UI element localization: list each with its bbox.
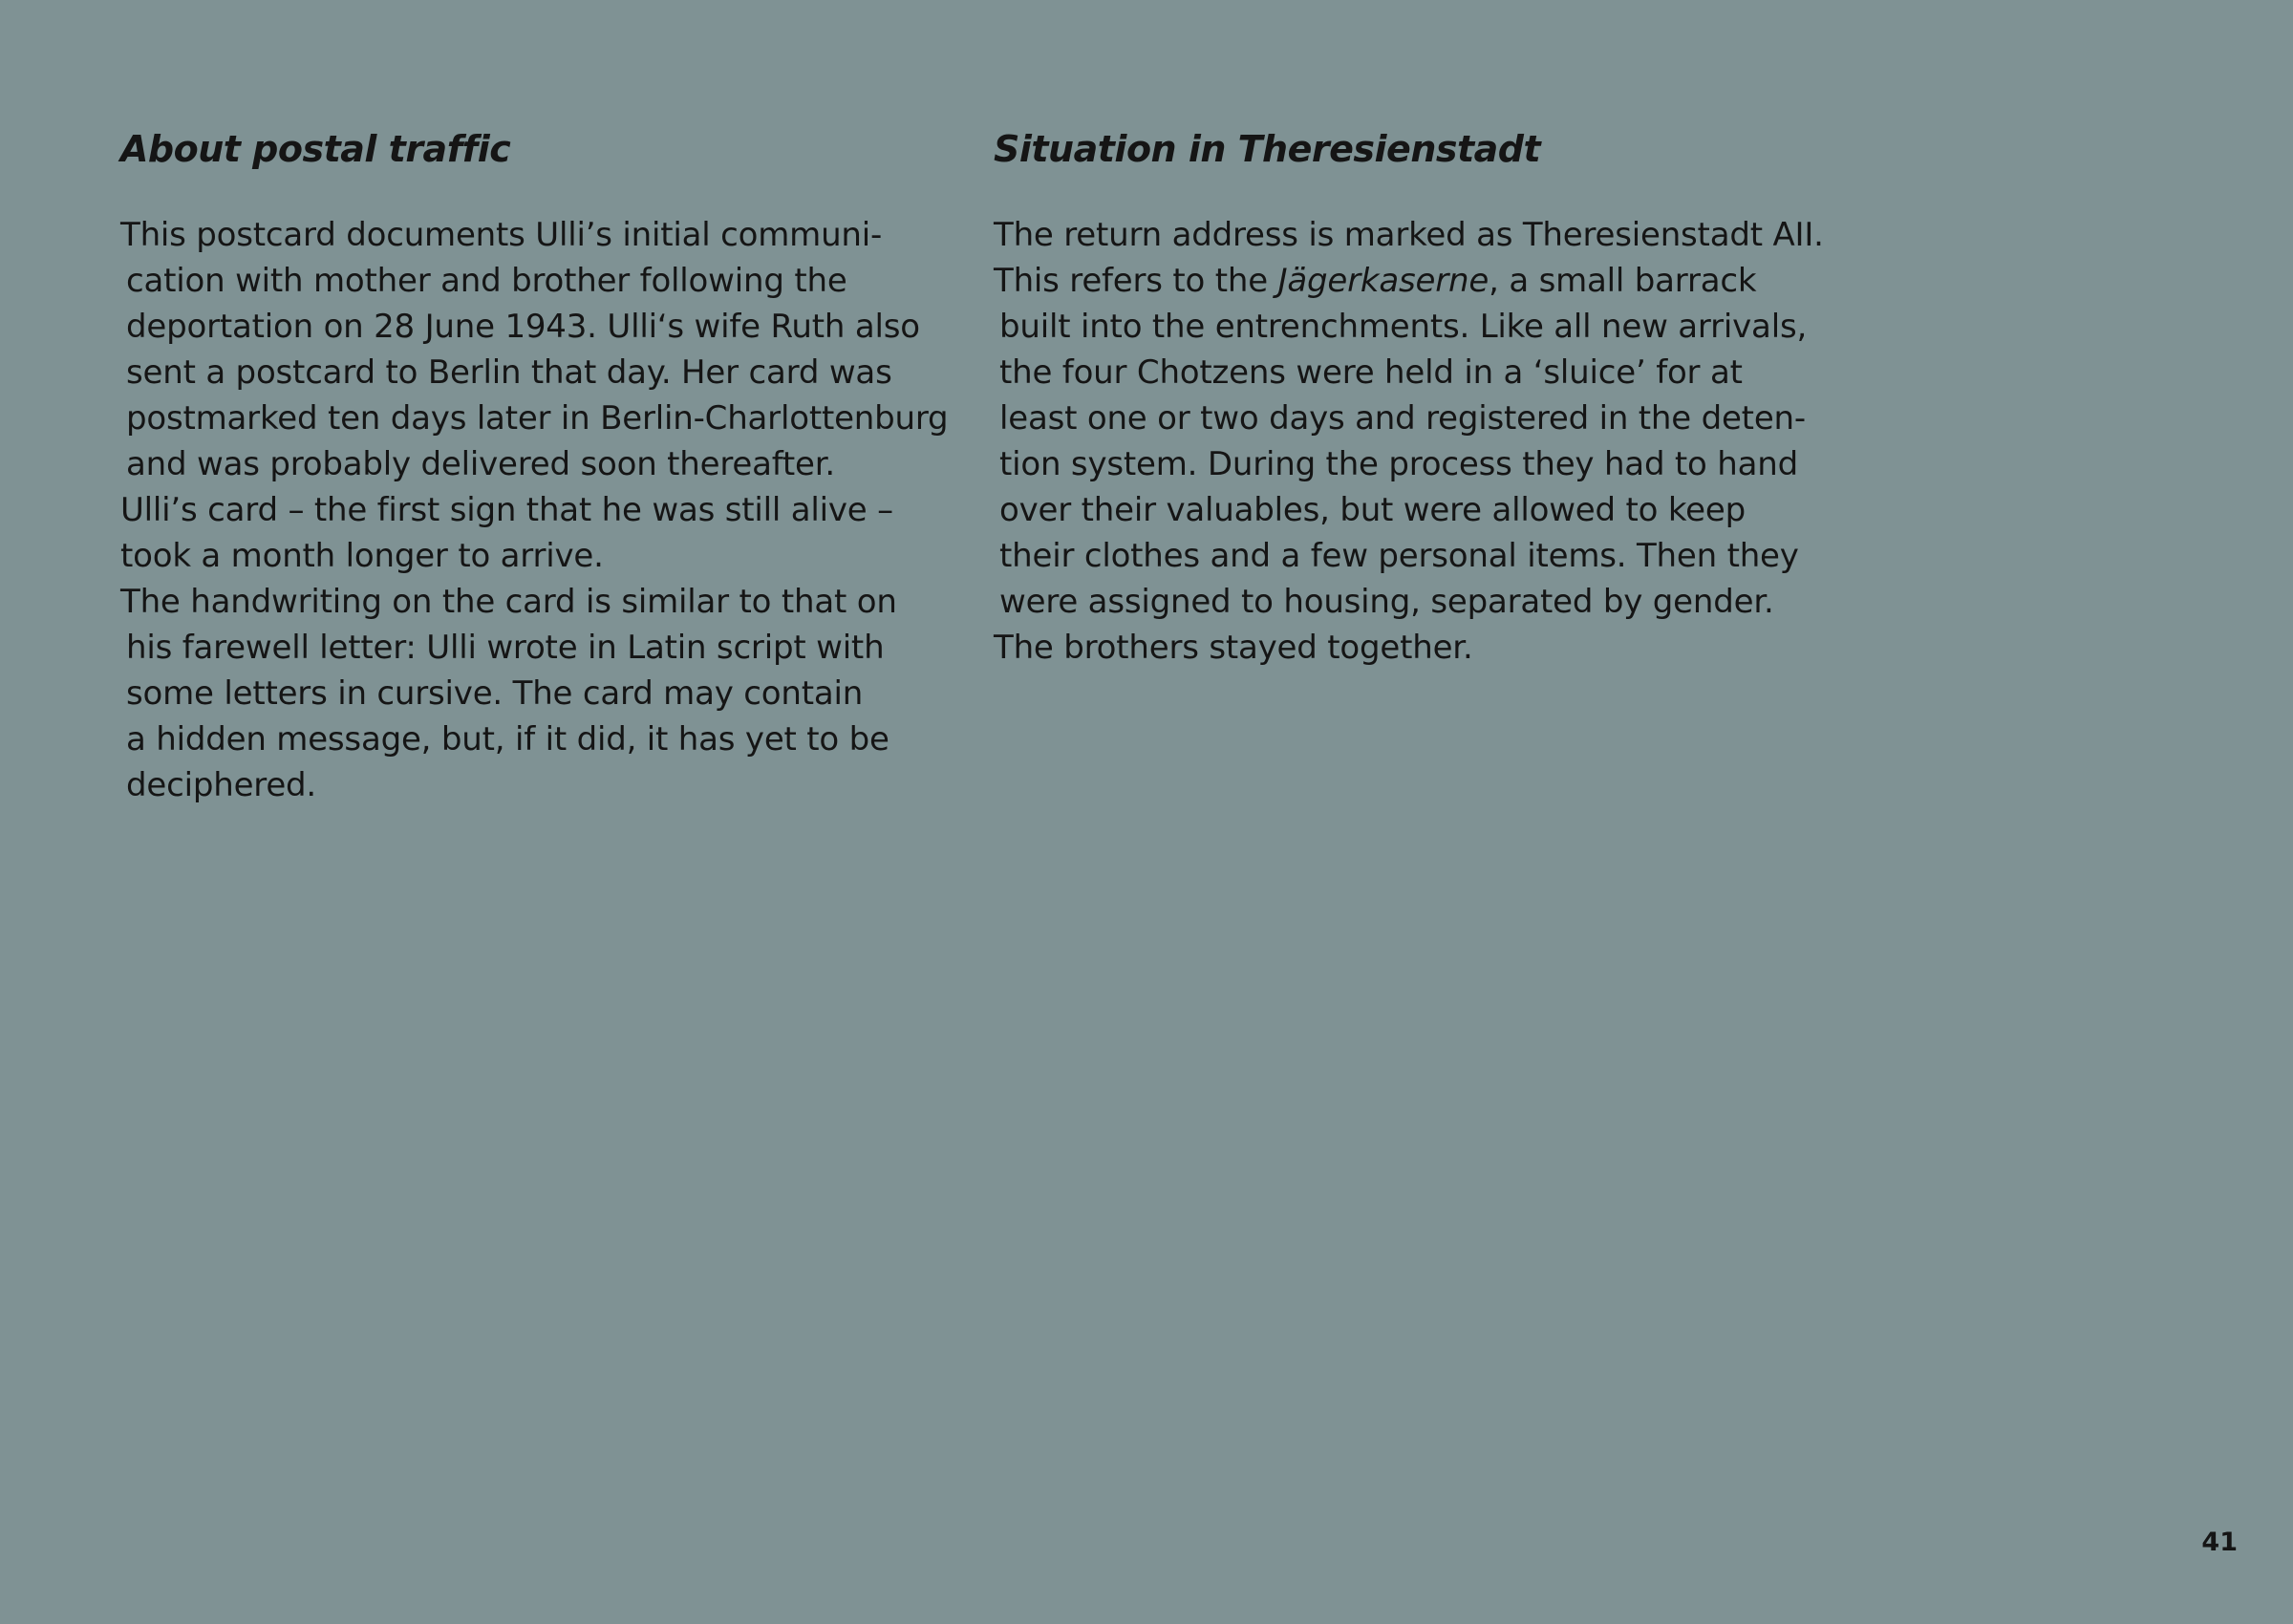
right-line: tion system. During the process they had to hand	[999, 445, 1798, 483]
emphasized-term: Jägerkaserne	[1277, 262, 1489, 300]
right-line: built into the entrenchments. Like all new arrivals,	[999, 308, 1808, 346]
right-line: were assigned to housing, separated by gender.	[999, 583, 1774, 621]
right-line: The return address is marked as Theresienstadt AII.	[994, 216, 1824, 254]
right-line: over their valuables, but were allowed to keep	[999, 491, 1746, 529]
left-line: deciphered.	[126, 766, 317, 804]
right-line-text: , a small barrack	[1489, 262, 1757, 300]
right-line-text: This refers to the	[994, 262, 1278, 300]
left-line: postmarked ten days later in Berlin-Charlottenburg	[126, 399, 949, 438]
right-line: least one or two days and registered in the deten-	[999, 399, 1806, 438]
left-heading: About postal traffic	[120, 128, 511, 170]
right-line: The brothers stayed together.	[994, 629, 1473, 667]
left-column	[120, 120, 961, 808]
left-line: This postcard documents Ulli’s initial communi-	[120, 216, 883, 254]
right-line: their clothes and a few personal items. Then they	[999, 537, 1799, 575]
left-body	[120, 212, 961, 808]
left-line: deportation on 28 June 1943. Ulli‘s wife Ruth also	[126, 308, 920, 346]
left-line: and was probably delivered soon thereafter.	[126, 445, 836, 483]
left-line: sent a postcard to Berlin that day. Her card was	[126, 353, 892, 392]
page-number: 41	[2201, 1528, 2238, 1557]
right-column	[994, 120, 1854, 671]
left-line: took a month longer to arrive.	[120, 537, 604, 575]
right-line-with-emphasis	[994, 258, 1854, 304]
left-line: cation with mother and brother following the	[126, 262, 847, 300]
right-heading: Situation in Theresienstadt	[994, 128, 1541, 170]
left-line: his farewell letter: Ulli wrote in Latin script with	[126, 629, 885, 667]
left-line: Ulli’s card – the first sign that he was still alive –	[120, 491, 893, 529]
right-body	[994, 212, 1854, 671]
left-line: The handwriting on the card is similar to that on	[120, 583, 897, 621]
right-line: the four Chotzens were held in a ‘sluice’ for at	[999, 353, 1743, 392]
left-line: some letters in cursive. The card may contain	[126, 674, 864, 713]
left-line: a hidden message, but, if it did, it has yet to be	[126, 720, 889, 759]
